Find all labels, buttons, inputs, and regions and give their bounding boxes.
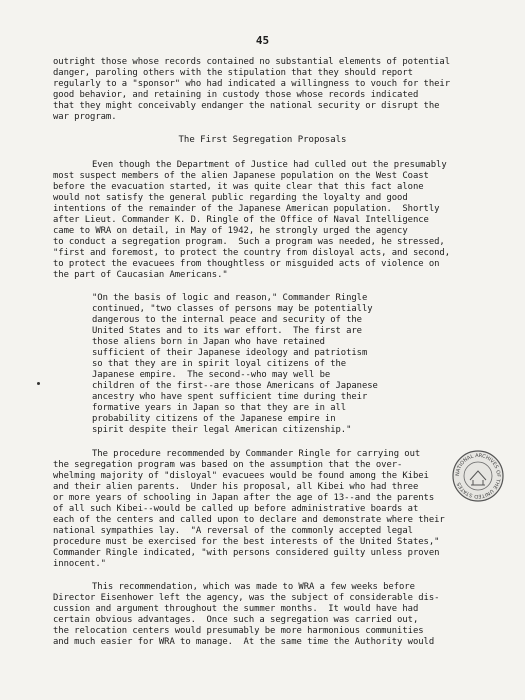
text-line: cussion and argument throughout the summer months. It would have had <box>53 604 419 614</box>
text-line: before the evacuation started, it was quite clear that this fact alone <box>53 182 424 192</box>
text-line: The procedure recommended by Commander Ringle for carrying out <box>92 449 421 459</box>
text-line: whelming majority of "disloyal" evacuees would be found among the Kibei <box>53 471 429 481</box>
text-line: war program. <box>53 112 117 122</box>
text-line: most suspect members of the alien Japanese population on the West Coast <box>53 171 429 181</box>
text-line: the part of Caucasian Americans." <box>53 270 228 280</box>
text-line: would not satisfy the general public regarding the loyalty and good <box>53 193 408 203</box>
text-line: dangerous to the internal peace and security of the <box>92 315 362 325</box>
text-line: Even though the Department of Justice had culled out the presumably <box>92 160 447 170</box>
text-line: so that they are in spirit loyal citizens of the <box>92 359 347 369</box>
text-line: or more years of schooling in Japan after the age of 13--and the parents <box>53 493 435 503</box>
section-heading: The First Segregation Proposals <box>178 135 347 145</box>
text-line: intentions of the remainder of the Japanese American population. Shortly <box>53 204 440 214</box>
text-line: spirit despite their legal American citizenship." <box>92 425 352 435</box>
text-line: danger, paroling others with the stipulation that they should report <box>53 68 413 78</box>
text-line: good behavior, and retaining in custody those whose records indicated <box>53 90 419 100</box>
text-line: "first and foremost, to protect the country from disloyal acts, and second, <box>53 248 450 258</box>
text-line: that they might conceivably endanger the national security or disrupt the <box>53 101 440 111</box>
text-line: after Lieut. Commander K. D. Ringle of the Office of Naval Intelligence <box>53 215 429 225</box>
text-line: the segregation program was based on the assumption that the over- <box>53 460 403 470</box>
text-line: ancestry who have spent sufficient time during their <box>92 392 368 402</box>
text-line: children of the first--are those Americans of Japanese <box>92 381 378 391</box>
text-line: innocent." <box>53 559 106 569</box>
text-line: to protect the evacuees from thoughtless or misguided acts of violence on <box>53 259 440 269</box>
text-line: those aliens born in Japan who have retained <box>92 337 325 347</box>
text-line: of all such Kibei--would be called up before administrative boards at <box>53 504 419 514</box>
text-line: and their alien parents. Under his proposal, all Kibei who had three <box>53 482 419 492</box>
text-line: and much easier for WRA to manage. At the same time the Authority would <box>53 637 435 647</box>
text-line: outright those whose records contained no substantial elements of potential <box>53 57 450 67</box>
page-number: 45 <box>255 34 270 47</box>
text-line: the relocation centers would presumably be more harmonious communities <box>53 626 424 636</box>
svg-text:NATIONAL ARCHIVES OF THE UNITE: NATIONAL ARCHIVES OF THE UNITED STATES <box>454 452 502 500</box>
text-line: probability citizens of the Japanese empire in <box>92 414 336 424</box>
text-line: continued, "two classes of persons may be potentially <box>92 304 373 314</box>
margin-mark <box>37 382 40 385</box>
text-line: formative years in Japan so that they are in all <box>92 403 347 413</box>
text-line: national sympathies lay. "A reversal of the commonly accepted legal <box>53 526 413 536</box>
text-line: certain obvious advantages. Once such a segregation was carried out, <box>53 615 419 625</box>
text-line: "On the basis of logic and reason," Commander Ringle <box>92 293 368 303</box>
text-line: came to WRA on detail, in May of 1942, he strongly urged the agency <box>53 226 408 236</box>
text-line: United States and to its war effort. The first are <box>92 326 362 336</box>
text-line: procedure must be exercised for the best interests of the United States," <box>53 537 440 547</box>
text-line: each of the centers and called upon to declare and demonstrate where their <box>53 515 445 525</box>
text-line: This recommendation, which was made to WRA a few weeks before <box>92 582 415 592</box>
text-line: to conduct a segregation program. Such a program was needed, he stressed, <box>53 237 445 247</box>
text-line: Director Eisenhower left the agency, was the subject of considerable dis- <box>53 593 440 603</box>
text-line: Japanese empire. The second--who may well be <box>92 370 331 380</box>
archive-stamp-icon <box>451 449 505 503</box>
text-line: sufficient of their Japanese ideology and patriotism <box>92 348 368 358</box>
text-line: Commander Ringle indicated, "with persons considered guilty unless proven <box>53 548 440 558</box>
text-line: regularly to a "sponsor" who had indicated a willingness to vouch for their <box>53 79 450 89</box>
